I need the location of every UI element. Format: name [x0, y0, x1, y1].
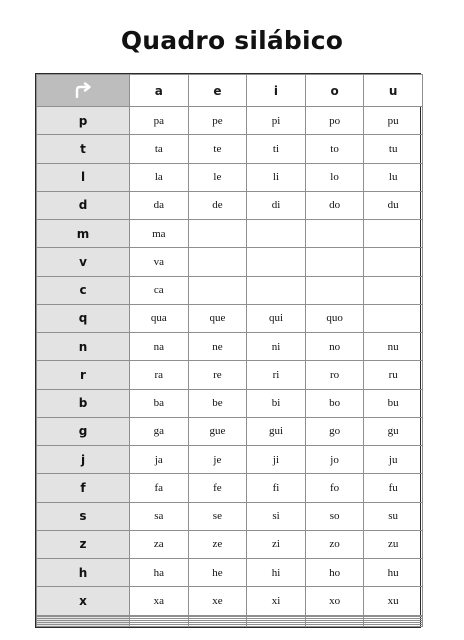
table-row	[37, 191, 423, 219]
table-row	[37, 502, 423, 530]
syllable-cell: hi	[247, 559, 306, 587]
syllable-cell: gui	[247, 417, 306, 445]
syllable-cell	[364, 624, 423, 626]
table-row	[37, 587, 423, 615]
consonant-cell: m	[37, 220, 130, 248]
syllable-cell	[188, 624, 247, 626]
syllable-cell: pi	[247, 107, 306, 135]
syllable-cell: tu	[364, 135, 423, 163]
syllable-cell: xe	[188, 587, 247, 615]
syllable-cell: ji	[247, 446, 306, 474]
syllable-cell: li	[247, 163, 306, 191]
syllable-cell: xa	[130, 587, 189, 615]
syllable-cell: ri	[247, 361, 306, 389]
vowel-header-e: e	[188, 75, 247, 107]
table-row	[37, 220, 423, 248]
vowel-header-o: o	[305, 75, 364, 107]
syllable-cell	[247, 248, 306, 276]
syllable-cell	[188, 276, 247, 304]
table-row	[37, 163, 423, 191]
syllable-cell: ho	[305, 559, 364, 587]
syllable-cell: se	[188, 502, 247, 530]
syllable-cell: na	[130, 333, 189, 361]
arrow-turn-right-icon	[73, 82, 93, 98]
syllable-cell: be	[188, 389, 247, 417]
syllable-cell: ga	[130, 417, 189, 445]
syllable-cell: he	[188, 559, 247, 587]
table-row	[37, 361, 423, 389]
syllable-cell: da	[130, 191, 189, 219]
table-row	[37, 624, 423, 626]
syllable-cell	[247, 276, 306, 304]
consonant-cell	[37, 624, 130, 626]
syllable-cell	[247, 220, 306, 248]
syllable-cell: bi	[247, 389, 306, 417]
table-row	[37, 559, 423, 587]
table-row	[37, 304, 423, 332]
syllable-cell: jo	[305, 446, 364, 474]
syllable-cell: xo	[305, 587, 364, 615]
syllable-cell: qua	[130, 304, 189, 332]
syllable-cell: ro	[305, 361, 364, 389]
syllable-cell	[305, 276, 364, 304]
syllable-cell: si	[247, 502, 306, 530]
syllable-cell: zo	[305, 530, 364, 558]
syllable-cell: fo	[305, 474, 364, 502]
corner-cell	[37, 75, 130, 107]
syllable-cell: ni	[247, 333, 306, 361]
syllable-cell: ne	[188, 333, 247, 361]
syllable-cell: pe	[188, 107, 247, 135]
table-row	[37, 389, 423, 417]
table-row	[37, 446, 423, 474]
syllable-cell: lu	[364, 163, 423, 191]
syllable-cell: fe	[188, 474, 247, 502]
syllable-cell: de	[188, 191, 247, 219]
syllable-cell	[305, 220, 364, 248]
syllable-table	[36, 74, 423, 627]
syllable-cell	[364, 304, 423, 332]
syllable-cell: ha	[130, 559, 189, 587]
consonant-cell: v	[37, 248, 130, 276]
syllable-cell: zi	[247, 530, 306, 558]
syllable-cell: que	[188, 304, 247, 332]
syllable-cell: ma	[130, 220, 189, 248]
syllable-cell: ra	[130, 361, 189, 389]
consonant-cell: g	[37, 417, 130, 445]
syllable-cell: fu	[364, 474, 423, 502]
syllable-cell: ru	[364, 361, 423, 389]
consonant-cell: l	[37, 163, 130, 191]
consonant-cell: q	[37, 304, 130, 332]
syllable-cell: re	[188, 361, 247, 389]
syllable-cell: bo	[305, 389, 364, 417]
syllable-cell	[364, 220, 423, 248]
table-row	[37, 530, 423, 558]
syllable-cell: di	[247, 191, 306, 219]
syllable-cell	[364, 248, 423, 276]
syllable-cell: hu	[364, 559, 423, 587]
syllable-cell: je	[188, 446, 247, 474]
syllable-cell: pa	[130, 107, 189, 135]
table-row	[37, 135, 423, 163]
consonant-cell: t	[37, 135, 130, 163]
table-row	[37, 333, 423, 361]
syllable-cell: za	[130, 530, 189, 558]
syllable-cell: do	[305, 191, 364, 219]
vowel-header-a: a	[130, 75, 189, 107]
consonant-cell: p	[37, 107, 130, 135]
syllable-cell: so	[305, 502, 364, 530]
syllable-cell: zu	[364, 530, 423, 558]
syllable-cell: bu	[364, 389, 423, 417]
syllable-cell: quo	[305, 304, 364, 332]
consonant-cell: r	[37, 361, 130, 389]
syllable-cell: va	[130, 248, 189, 276]
syllable-cell	[188, 248, 247, 276]
consonant-cell: z	[37, 530, 130, 558]
syllable-table-frame	[35, 73, 421, 628]
syllable-cell: ta	[130, 135, 189, 163]
syllable-cell: ja	[130, 446, 189, 474]
syllable-cell: le	[188, 163, 247, 191]
table-row	[37, 107, 423, 135]
consonant-cell: n	[37, 333, 130, 361]
vowel-header-u: u	[364, 75, 423, 107]
syllable-cell	[305, 624, 364, 626]
syllable-cell: lo	[305, 163, 364, 191]
consonant-cell: b	[37, 389, 130, 417]
syllable-cell: go	[305, 417, 364, 445]
consonant-cell: s	[37, 502, 130, 530]
syllable-cell: ca	[130, 276, 189, 304]
vowel-header-i: i	[247, 75, 306, 107]
syllable-cell: du	[364, 191, 423, 219]
syllable-cell: pu	[364, 107, 423, 135]
syllable-cell: qui	[247, 304, 306, 332]
vowel-header-row	[37, 75, 423, 107]
syllable-cell: gu	[364, 417, 423, 445]
syllable-cell: la	[130, 163, 189, 191]
syllable-cell: ti	[247, 135, 306, 163]
consonant-cell: c	[37, 276, 130, 304]
syllable-cell: to	[305, 135, 364, 163]
table-row	[37, 276, 423, 304]
table-row	[37, 417, 423, 445]
syllable-cell: ba	[130, 389, 189, 417]
syllable-cell	[364, 276, 423, 304]
consonant-cell: f	[37, 474, 130, 502]
consonant-cell: x	[37, 587, 130, 615]
syllable-cell	[305, 248, 364, 276]
syllable-cell: su	[364, 502, 423, 530]
syllable-cell: gue	[188, 417, 247, 445]
syllable-cell	[130, 624, 189, 626]
syllable-cell: te	[188, 135, 247, 163]
syllable-cell: sa	[130, 502, 189, 530]
syllable-table-body	[37, 107, 423, 627]
syllable-cell: xi	[247, 587, 306, 615]
page-title: Quadro silábico	[120, 26, 344, 55]
syllable-cell: fa	[130, 474, 189, 502]
consonant-cell: j	[37, 446, 130, 474]
syllable-cell: no	[305, 333, 364, 361]
table-row	[37, 474, 423, 502]
syllable-cell: xu	[364, 587, 423, 615]
consonant-cell: d	[37, 191, 130, 219]
syllable-cell: nu	[364, 333, 423, 361]
syllable-cell	[188, 220, 247, 248]
syllable-cell: fi	[247, 474, 306, 502]
syllable-cell: ju	[364, 446, 423, 474]
syllable-cell: po	[305, 107, 364, 135]
syllable-cell: ze	[188, 530, 247, 558]
syllable-cell	[247, 624, 306, 626]
consonant-cell: h	[37, 559, 130, 587]
table-row	[37, 248, 423, 276]
